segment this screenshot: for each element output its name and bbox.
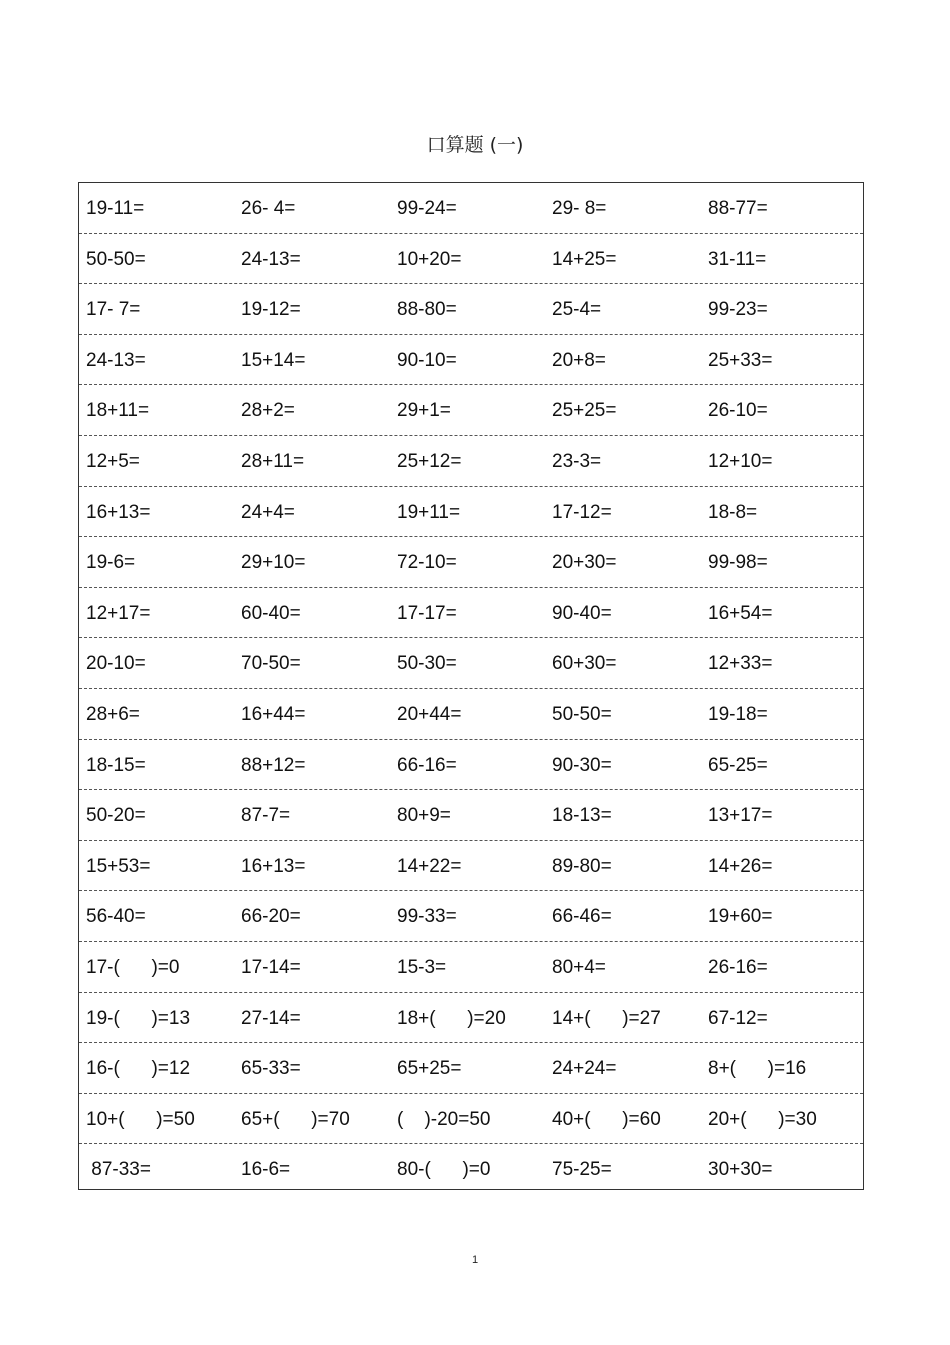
table-row [79, 1144, 863, 1195]
problem-cell: 16+13= [241, 855, 306, 877]
problem-table [78, 182, 864, 1190]
table-row [79, 335, 863, 386]
page-title: 口算题 (一) [426, 134, 524, 156]
problem-cell: 17-12= [552, 501, 612, 523]
table-row [79, 638, 863, 689]
table-row [79, 234, 863, 285]
problem-cell: 14+25= [552, 248, 617, 270]
problem-cell: 16+44= [241, 704, 306, 725]
problem-cell: 12+10= [708, 451, 773, 472]
problem-cell: 16+13= [86, 501, 151, 523]
table-row [79, 891, 863, 942]
problem-cell: 40+( )=60 [552, 1108, 661, 1130]
problem-cell: 65-25= [708, 754, 768, 776]
table-row [79, 841, 863, 892]
problem-cell: 15-3= [397, 957, 447, 978]
problem-cell: 13+17= [708, 805, 773, 827]
problem-cell: 20+44= [397, 704, 462, 725]
problem-cell: 18-8= [708, 501, 758, 523]
problem-cell: 50-50= [86, 248, 146, 270]
table-row [79, 487, 863, 538]
problem-cell: 29- 8= [552, 198, 607, 219]
table-row [79, 436, 863, 487]
problem-cell: 30+30= [708, 1159, 773, 1181]
problem-cell: 66-46= [552, 906, 612, 928]
problem-cell: 18+( )=20 [397, 1007, 506, 1029]
problem-cell: 14+( )=27 [552, 1007, 661, 1029]
problem-cell: 26-16= [708, 957, 768, 978]
problem-cell: 10+20= [397, 248, 462, 270]
problem-cell: 24-13= [86, 349, 146, 371]
problem-cell: 18-13= [552, 805, 612, 827]
problem-cell: 24+24= [552, 1058, 617, 1080]
table-row [79, 1043, 863, 1094]
problem-cell: 60-40= [241, 602, 301, 624]
problem-cell: 20-10= [86, 653, 146, 675]
problem-cell: 17- 7= [86, 299, 141, 321]
problem-cell: 15+53= [86, 855, 151, 877]
problem-cell: 29+10= [241, 552, 306, 574]
problem-cell: 19+60= [708, 906, 773, 928]
problem-cell: 50-30= [397, 653, 457, 675]
table-row [79, 1094, 863, 1145]
problem-cell: 70-50= [241, 653, 301, 675]
problem-cell: 28+2= [241, 400, 295, 422]
problem-cell: 19+11= [397, 501, 461, 523]
problem-cell: 16-( )=12 [86, 1058, 191, 1080]
problem-cell: 80+4= [552, 957, 606, 978]
problem-cell: 16+54= [708, 602, 773, 624]
problem-cell: 19-12= [241, 299, 301, 321]
problem-cell: 23-3= [552, 451, 602, 472]
problem-cell: 90-40= [552, 602, 612, 624]
page-number: 1 [471, 1254, 479, 1266]
problem-cell: 19-11= [86, 198, 145, 219]
table-row [79, 993, 863, 1044]
problem-cell: 99-98= [708, 552, 768, 574]
problem-cell: 17-17= [397, 602, 457, 624]
problem-cell: 15+14= [241, 349, 306, 371]
problem-cell: 65+( )=70 [241, 1108, 350, 1130]
problem-cell: 90-30= [552, 754, 612, 776]
problem-cell: 31-11= [708, 248, 767, 270]
problem-cell: 17-( )=0 [86, 957, 180, 978]
problem-cell: 20+8= [552, 349, 606, 371]
problem-cell: 80+9= [397, 805, 451, 827]
problem-cell: 17-14= [241, 957, 301, 978]
problem-cell: 24-13= [241, 248, 301, 270]
problem-cell: 18+11= [86, 400, 150, 422]
problem-cell: 25-4= [552, 299, 602, 321]
table-row [79, 689, 863, 740]
problem-cell: 89-80= [552, 855, 612, 877]
problem-cell: 18-15= [86, 754, 146, 776]
problem-cell: 87-7= [241, 805, 291, 827]
problem-cell: 10+( )=50 [86, 1108, 195, 1130]
problem-cell: 99-33= [397, 906, 457, 928]
table-row [79, 942, 863, 993]
problem-cell: 72-10= [397, 552, 457, 574]
problem-cell: 75-25= [552, 1159, 612, 1181]
table-row [79, 183, 863, 234]
table-row [79, 740, 863, 791]
problem-cell: 12+33= [708, 653, 773, 675]
problem-cell: 50-20= [86, 805, 146, 827]
problem-cell: 65-33= [241, 1058, 301, 1080]
table-row [79, 284, 863, 335]
problem-cell: 12+17= [86, 602, 151, 624]
problem-cell: 26-10= [708, 400, 768, 422]
problem-cell: 66-20= [241, 906, 301, 928]
problem-cell: 19-18= [708, 704, 768, 725]
problem-cell: 66-16= [397, 754, 457, 776]
problem-cell: 26- 4= [241, 198, 296, 219]
problem-cell: 28+6= [86, 704, 140, 725]
problem-cell: 14+26= [708, 855, 773, 877]
problem-cell: 29+1= [397, 400, 451, 422]
table-row [79, 588, 863, 639]
problem-cell: ( )-20=50 [397, 1108, 491, 1130]
problem-cell: 25+25= [552, 400, 617, 422]
problem-cell: 20+( )=30 [708, 1108, 817, 1130]
problem-cell: 50-50= [552, 704, 612, 725]
problem-cell: 88-77= [708, 198, 768, 219]
problem-cell: 24+4= [241, 501, 295, 523]
problem-cell: 25+12= [397, 451, 462, 472]
problem-cell: 56-40= [86, 906, 146, 928]
problem-cell: 19-6= [86, 552, 136, 574]
problem-cell: 8+( )=16 [708, 1058, 807, 1080]
problem-cell: 27-14= [241, 1007, 301, 1029]
problem-cell: 16-6= [241, 1159, 291, 1181]
table-row [79, 385, 863, 436]
problem-cell: 99-23= [708, 299, 768, 321]
problem-cell: 14+22= [397, 855, 462, 877]
table-row [79, 790, 863, 841]
problem-cell: 20+30= [552, 552, 617, 574]
problem-cell: 67-12= [708, 1007, 768, 1029]
problem-cell: 90-10= [397, 349, 457, 371]
problem-cell: 87-33= [86, 1159, 151, 1181]
problem-cell: 99-24= [397, 198, 457, 219]
problem-cell: 88-80= [397, 299, 457, 321]
problem-cell: 19-( )=13 [86, 1007, 191, 1029]
problem-cell: 12+5= [86, 451, 140, 472]
problem-cell: 80-( )=0 [397, 1159, 491, 1181]
problem-cell: 65+25= [397, 1058, 462, 1080]
problem-cell: 88+12= [241, 754, 306, 776]
table-row [79, 537, 863, 588]
problem-cell: 28+11= [241, 451, 305, 472]
problem-cell: 25+33= [708, 349, 773, 371]
problem-cell: 60+30= [552, 653, 617, 675]
